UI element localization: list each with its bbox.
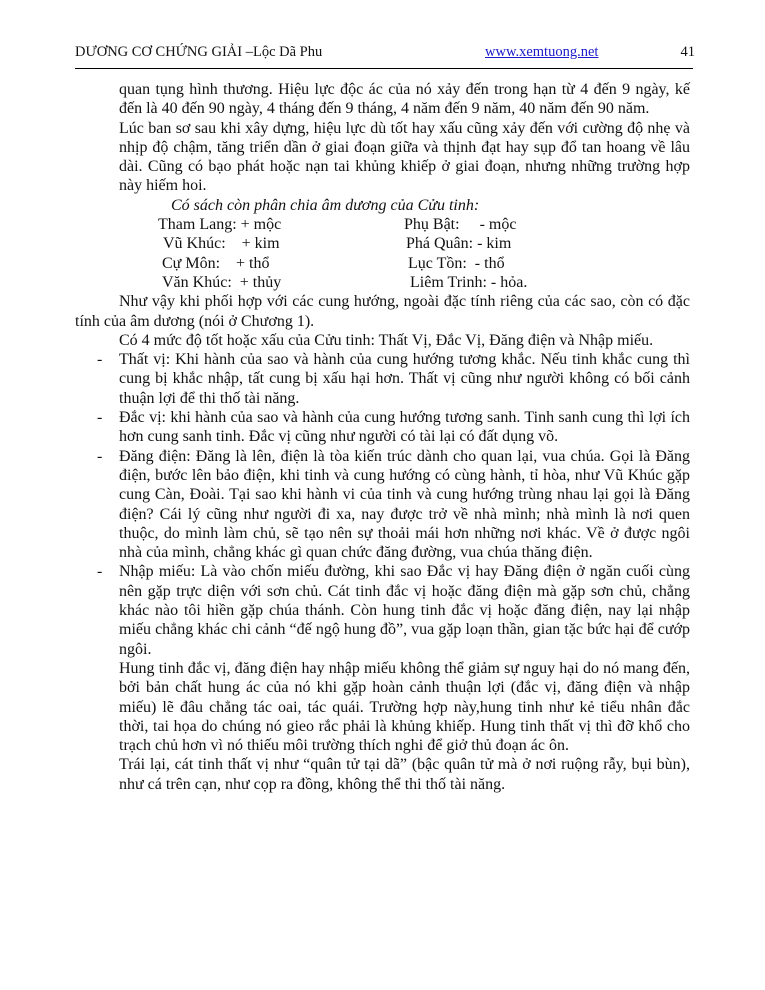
bullet-nhap-mieu bbox=[75, 562, 690, 658]
paragraph-cat-tinh: Trái lại, cát tinh thất vị như “quân tử tại dã” (bậc quân tử mà ở nơi ruộng rẫy, bụi bùn), như cá trên cạn, như cọp ra đồng, không thể thi thố tài năng. bbox=[119, 756, 690, 793]
header-rule bbox=[75, 68, 693, 69]
bullet-text: Đăng điện: Đăng là lên, điện là tòa kiến trúc dành cho quan lại, vua chúa. Gọi là Đăng điện, bước lên bảo điện, khi tinh và cung hướng có cùng hành, tỉ hòa, như Vũ Khúc gặp cung Càn, Đoài. Tại sao khi hành vi của tinh và cung hướng trùng nhau lại gọi là Đăng điện? Cái lý cũng như người đi xa, nay được trở về nhà mình; nhà mình là nơi quen thuộc, do mình làm chủ, sẽ tạo nên sự thoải mái hơn những nơi khác. Về ở được ngôi nhà của mình, chẳng khác gì quan chức đăng đường, vua chúa thăng điện. bbox=[119, 447, 690, 562]
star-pair-left: Văn Khúc: + thủy bbox=[162, 273, 282, 291]
yin-yang-caption: Có sách còn phân chia âm dương của Cửu tinh: bbox=[171, 196, 480, 214]
paragraph-four-levels: Có 4 mức độ tốt hoặc xấu của Cửu tinh: Thất Vị, Đắc Vị, Đăng điện và Nhập miếu. bbox=[119, 331, 654, 349]
bullet-that-vi bbox=[75, 350, 690, 408]
bullet-dash: - bbox=[97, 409, 103, 427]
bullet-dash: - bbox=[97, 563, 103, 581]
paragraph-continuation: quan tụng hình thương. Hiệu lực độc ác của nó xảy đến trong hạn từ 4 đến 9 ngày, kế đến là 40 đến 90 ngày, 4 tháng đến 9 tháng, 4 năm đến 9 năm, 40 năm đến 90 năm. bbox=[119, 81, 690, 118]
star-pair-left: Tham Lang: + mộc bbox=[158, 216, 282, 234]
page-body bbox=[75, 80, 690, 794]
header-title: DƯƠNG CƠ CHỨNG GIẢI –Lộc Dã Phu bbox=[75, 44, 323, 60]
star-pair-right: Lục Tồn: - thổ bbox=[408, 254, 505, 272]
bullet-dash: - bbox=[97, 351, 103, 369]
yin-yang-table bbox=[75, 215, 690, 292]
star-pair-right: Liêm Trinh: - hỏa. bbox=[410, 273, 528, 291]
star-pair-left: Cự Môn: + thổ bbox=[162, 254, 270, 272]
bullet-text: Thất vị: Khi hành của sao và hành của cung hướng tương khắc. Nếu tinh khắc cung thì cung bị khắc nhập, tất cung bị xấu hại hơn. Thất vị cũng như người không có bối cảnh thuận lợi để thi thố tài năng. bbox=[119, 351, 690, 407]
star-pair-right: Phụ Bật: - mộc bbox=[404, 216, 517, 234]
page-number: 41 bbox=[680, 44, 695, 60]
bullet-text: Đắc vị: khi hành của sao và hành của cung hướng tương sanh. Tinh sanh cung thì lợi ích hơn cung sanh tinh. Đắc vị cũng như người có tài lại có đất dụng võ. bbox=[119, 409, 690, 446]
bullet-dac-vi bbox=[75, 408, 690, 447]
bullet-dash: - bbox=[97, 447, 103, 465]
bullet-text: Nhập miếu: Là vào chốn miếu đường, khi sao Đắc vị hay Đăng điện ở ngăn cuối cùng nên gặp trực diện với sơn chủ. Cát tinh đắc vị hoặc đăng điện mà gặp sơn chủ, chẳng khác nào tôi hiền gặp chúa thánh. Còn hung tinh đắc vị hoặc đăng điện, nay lại nhập miếu chẳng khác chi cảnh “đế ngộ hung đồ”, vua gặp loạn thần, gian tặc bức hại để cướp ngôi. bbox=[119, 563, 690, 658]
header-website-link[interactable]: www.xemtuong.net bbox=[485, 44, 599, 60]
bullet-dang-dien bbox=[75, 447, 690, 563]
paragraph-construction: Lúc ban sơ sau khi xây dựng, hiệu lực dù tốt hay xấu cũng xảy đến với cường độ nhẹ và nhịp độ chậm, tăng triển dần ở giai đoạn giữa và thịnh đạt hay sụp đổ tan hoang về lâu dài. Cũng có bạo phát hoặc nạn tai khủng khiếp ở giai đoạn, nhưng những trường hợp này hiếm hoi. bbox=[119, 119, 690, 195]
paragraph-hung-tinh: Hung tinh đắc vị, đăng điện hay nhập miếu không thể giảm sự nguy hại do nó mang đến, bởi bản chất hung ác của nó khi gặp hoàn cảnh thuận lợi (đắc vị, đăng điện và nhập miếu) lẽ đâu chẳng tác oai, tác quái. Trường hợp này,hung tinh như kẻ tiểu nhân đắc thời, tai họa do chúng nó gieo rắc phải là khủng khiếp. Hung tinh thất vị thì đỡ khổ cho trạch chủ hơn vì nó thiếu môi trường thích nghi để giở thủ đoạn ác ôn. bbox=[119, 659, 690, 755]
page-header bbox=[75, 44, 695, 66]
star-pair-left: Vũ Khúc: + kim bbox=[163, 235, 280, 253]
star-pair-right: Phá Quân: - kim bbox=[406, 235, 512, 253]
paragraph-combination: Như vậy khi phối hợp với các cung hướng, ngoài đặc tính riêng của các sao, còn có đặc tính của âm dương (nói ở Chương 1). bbox=[75, 293, 690, 330]
